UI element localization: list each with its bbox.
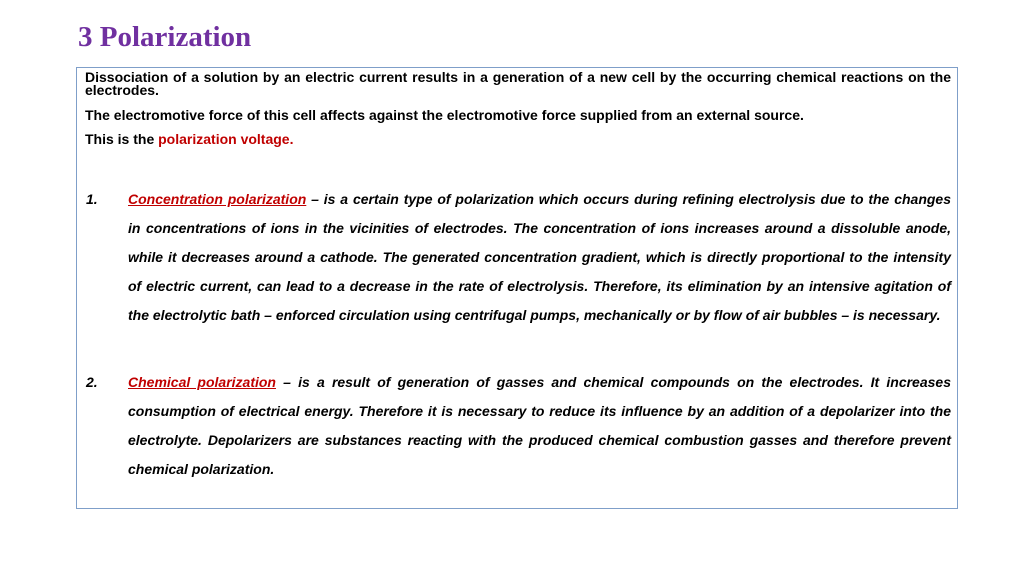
- chemical-polarization-description: – is a result of generation of gasses and chemical compounds on the electrodes. It increases consumption of electrical energy. Therefore it is necessary to reduce its influence by an addition of a depolarizer into the electrolyte. Depolarizers are substances reacting with the produced chemical combustion gasses and therefore prevent chemical polarization.: [128, 374, 951, 477]
- list-number: 2.: [86, 374, 98, 390]
- polarization-voltage-statement: [85, 130, 951, 148]
- emf-statement: The electromotive force of this cell affects against the electromotive force supplied from an external source.: [85, 107, 804, 123]
- list-item-concentration-polarization: [86, 185, 951, 330]
- chemical-polarization-term: Chemical polarization: [128, 374, 276, 390]
- list-number: 1.: [86, 191, 98, 207]
- content-box: [76, 67, 958, 509]
- concentration-polarization-term: Concentration polarization: [128, 191, 307, 207]
- concentration-polarization-description: – is a certain type of polarization which occurs during refining electrolysis due to the changes in concentrations of ions in the vicinities of electrodes. The concentration of ions increases around a dissoluble anode, while it decreases around a cathode. The generated concentration gradient, which is directly proportional to the intensity of electric current, can lead to a decrease in the rate of electrolysis. Therefore, its elimination by an intensive agitation of the electrolytic bath – enforced circulation using centrifugal pumps, mechanically or by flow of air bubbles – is necessary.: [128, 191, 951, 323]
- polarization-voltage-term: polarization voltage.: [158, 131, 294, 147]
- statement-prefix: This is the: [85, 131, 159, 147]
- list-item-text: [128, 185, 951, 330]
- slide-title: 3 Polarization: [78, 21, 252, 53]
- list-item-chemical-polarization: [86, 368, 951, 484]
- list-item-text: [128, 368, 951, 484]
- intro-paragraph: Dissociation of a solution by an electric current results in a generation of a new cell by the occurring chemical reactions on the electrodes.: [85, 69, 951, 98]
